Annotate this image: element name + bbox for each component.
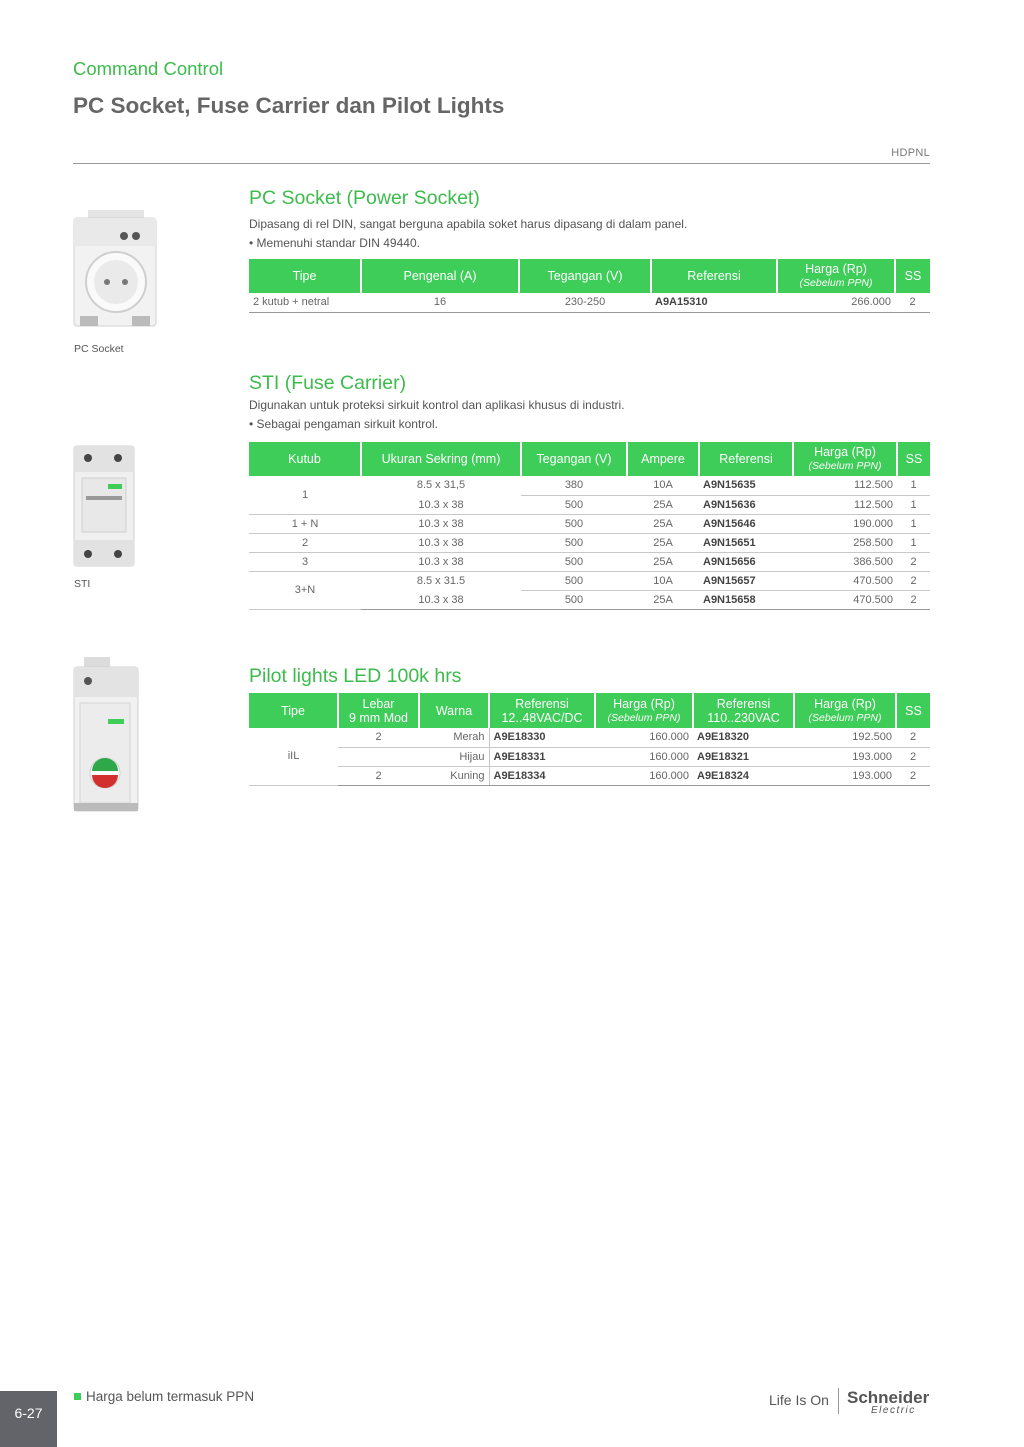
cell-tegangan: 500 bbox=[521, 495, 627, 514]
brand-divider bbox=[838, 1388, 839, 1414]
sti-title: STI (Fuse Carrier) bbox=[249, 372, 407, 394]
cell-ukuran: 8.5 x 31,5 bbox=[361, 476, 521, 495]
cell-ss: 2 bbox=[896, 728, 930, 747]
cell-harga-ac: 193.000 bbox=[794, 766, 896, 785]
col-tegangan: Tegangan (V) bbox=[521, 442, 627, 476]
pilot-table bbox=[249, 693, 930, 786]
cell-referensi: A9N15636 bbox=[699, 495, 793, 514]
col-ukuran: Ukuran Sekring (mm) bbox=[361, 442, 521, 476]
cell-lebar: 2 bbox=[338, 728, 419, 747]
cell-ampere: 10A bbox=[627, 571, 699, 590]
header-divider bbox=[73, 163, 930, 164]
lebar-label: Lebar bbox=[362, 696, 395, 711]
col-kutub: Kutub bbox=[249, 442, 361, 476]
ref-dc-label: Referensi bbox=[515, 696, 569, 711]
table-row bbox=[249, 571, 930, 590]
col-referensi-ac bbox=[693, 693, 794, 728]
cell-harga-dc: 160.000 bbox=[595, 728, 693, 747]
cell-harga: 266.000 bbox=[777, 293, 895, 312]
cell-harga: 386.500 bbox=[793, 552, 897, 571]
cell-referensi: A9N15646 bbox=[699, 514, 793, 533]
cell-ss: 2 bbox=[896, 747, 930, 766]
col-harga-dc bbox=[595, 693, 693, 728]
table-row bbox=[249, 766, 930, 785]
cell-harga-ac: 192.500 bbox=[794, 728, 896, 747]
cell-kutub: 3+N bbox=[249, 571, 361, 609]
cell-ampere: 25A bbox=[627, 590, 699, 609]
cell-kutub: 2 bbox=[249, 533, 361, 552]
schneider-logo-sub: Electric bbox=[871, 1405, 916, 1416]
sti-desc bbox=[249, 396, 625, 434]
cell-referensi-dc: A9E18331 bbox=[489, 747, 595, 766]
cell-harga: 470.500 bbox=[793, 590, 897, 609]
cell-ss: 1 bbox=[897, 533, 930, 552]
pc-socket-image bbox=[70, 210, 160, 332]
cell-ss: 2 bbox=[897, 552, 930, 571]
cell-referensi-ac: A9E18320 bbox=[693, 728, 794, 747]
cell-referensi: A9N15635 bbox=[699, 476, 793, 495]
footer-note bbox=[74, 1389, 254, 1404]
col-ss: SS bbox=[897, 442, 930, 476]
col-tegangan: Tegangan (V) bbox=[519, 259, 651, 293]
table-row bbox=[249, 293, 930, 312]
col-referensi: Referensi bbox=[651, 259, 777, 293]
cell-harga-dc: 160.000 bbox=[595, 766, 693, 785]
pc-socket-title: PC Socket (Power Socket) bbox=[249, 187, 480, 209]
cell-tipe: 2 kutub + netral bbox=[249, 293, 361, 312]
cell-referensi-ac: A9E18324 bbox=[693, 766, 794, 785]
ref-ac-sub: 110..230VAC bbox=[707, 710, 780, 725]
sti-desc-line: Digunakan untuk proteksi sirkuit kontrol dan aplikasi khusus di industri. bbox=[249, 398, 625, 412]
pilot-title: Pilot lights LED 100k hrs bbox=[249, 665, 462, 687]
cell-tegangan: 500 bbox=[521, 590, 627, 609]
cell-referensi: A9N15658 bbox=[699, 590, 793, 609]
page-number-box bbox=[0, 1391, 57, 1447]
pilot-light-image bbox=[70, 655, 144, 815]
col-tipe: Tipe bbox=[249, 259, 361, 293]
cell-warna: Merah bbox=[419, 728, 489, 747]
pc-socket-table bbox=[249, 259, 930, 313]
cell-referensi-dc: A9E18334 bbox=[489, 766, 595, 785]
cell-harga: 112.500 bbox=[793, 495, 897, 514]
harga-dc-sub: (Sebelum PPN) bbox=[607, 711, 681, 724]
cell-harga: 112.500 bbox=[793, 476, 897, 495]
harga-sub: (Sebelum PPN) bbox=[808, 460, 882, 472]
cell-harga-dc: 160.000 bbox=[595, 747, 693, 766]
table-row bbox=[249, 533, 930, 552]
section-kicker: Command Control bbox=[73, 58, 224, 79]
pc-socket-desc bbox=[249, 215, 687, 253]
cell-referensi: A9A15310 bbox=[651, 293, 777, 312]
cell-ukuran: 10.3 x 38 bbox=[361, 495, 521, 514]
cell-lebar bbox=[338, 747, 419, 766]
sti-image bbox=[70, 444, 142, 570]
pc-socket-desc-line: Dipasang di rel DIN, sangat berguna apabila soket harus dipasang di dalam panel. bbox=[249, 217, 688, 231]
col-referensi: Referensi bbox=[699, 442, 793, 476]
cell-harga-ac: 193.000 bbox=[794, 747, 896, 766]
cell-ampere: 25A bbox=[627, 552, 699, 571]
col-harga-ac bbox=[794, 693, 896, 728]
footer-note-text: Harga belum termasuk PPN bbox=[86, 1389, 255, 1404]
cell-tegangan: 230-250 bbox=[519, 293, 651, 312]
ref-dc-sub: 12..48VAC/DC bbox=[501, 710, 583, 725]
col-referensi-dc bbox=[489, 693, 595, 728]
harga-label: Harga (Rp) bbox=[805, 262, 867, 276]
cell-ampere: 10A bbox=[627, 476, 699, 495]
life-is-on-slogan: Life Is On bbox=[769, 1392, 829, 1408]
col-pengenal: Pengenal (A) bbox=[361, 259, 519, 293]
cell-kutub: 1 + N bbox=[249, 514, 361, 533]
col-harga bbox=[793, 442, 897, 476]
cell-ukuran: 10.3 x 38 bbox=[361, 514, 521, 533]
catalog-code: HDPNL bbox=[891, 147, 930, 159]
sti-caption: STI bbox=[74, 578, 91, 590]
pc-socket-caption: PC Socket bbox=[74, 343, 124, 355]
cell-ampere: 25A bbox=[627, 533, 699, 552]
sti-table bbox=[249, 442, 930, 610]
cell-kutub: 3 bbox=[249, 552, 361, 571]
cell-ukuran: 10.3 x 38 bbox=[361, 590, 521, 609]
cell-referensi-ac: A9E18321 bbox=[693, 747, 794, 766]
cell-warna: Hijau bbox=[419, 747, 489, 766]
cell-tegangan: 500 bbox=[521, 514, 627, 533]
cell-lebar: 2 bbox=[338, 766, 419, 785]
cell-harga: 470.500 bbox=[793, 571, 897, 590]
cell-ss: 2 bbox=[896, 766, 930, 785]
cell-ss: 2 bbox=[897, 590, 930, 609]
cell-ukuran: 8.5 x 31.5 bbox=[361, 571, 521, 590]
cell-ukuran: 10.3 x 38 bbox=[361, 533, 521, 552]
page-title: PC Socket, Fuse Carrier dan Pilot Lights bbox=[73, 93, 505, 118]
cell-referensi-dc: A9E18330 bbox=[489, 728, 595, 747]
cell-ss: 1 bbox=[897, 495, 930, 514]
table-row bbox=[249, 747, 930, 766]
cell-tegangan: 380 bbox=[521, 476, 627, 495]
cell-ampere: 25A bbox=[627, 495, 699, 514]
cell-tipe: iIL bbox=[249, 728, 338, 785]
cell-ukuran: 10.3 x 38 bbox=[361, 552, 521, 571]
cell-referensi: A9N15656 bbox=[699, 552, 793, 571]
harga-ac-label: Harga (Rp) bbox=[814, 696, 876, 711]
table-row bbox=[249, 476, 930, 495]
col-warna: Warna bbox=[419, 693, 489, 728]
col-ss: SS bbox=[895, 259, 930, 293]
col-ampere: Ampere bbox=[627, 442, 699, 476]
lebar-sub: 9 mm Mod bbox=[348, 710, 409, 725]
cell-referensi: A9N15657 bbox=[699, 571, 793, 590]
harga-label: Harga (Rp) bbox=[814, 445, 876, 459]
cell-warna: Kuning bbox=[419, 766, 489, 785]
cell-ss: 2 bbox=[897, 571, 930, 590]
page-number: 6-27 bbox=[14, 1405, 43, 1421]
cell-kutub: 1 bbox=[249, 476, 361, 514]
harga-sub: (Sebelum PPN) bbox=[799, 277, 873, 289]
cell-harga: 258.500 bbox=[793, 533, 897, 552]
cell-tegangan: 500 bbox=[521, 571, 627, 590]
cell-tegangan: 500 bbox=[521, 552, 627, 571]
ref-ac-label: Referensi bbox=[716, 696, 771, 711]
cell-tegangan: 500 bbox=[521, 533, 627, 552]
cell-pengenal: 16 bbox=[361, 293, 519, 312]
col-tipe: Tipe bbox=[249, 693, 338, 728]
cell-ampere: 25A bbox=[627, 514, 699, 533]
cell-harga: 190.000 bbox=[793, 514, 897, 533]
sti-desc-bullet: • Sebagai pengaman sirkuit kontrol. bbox=[249, 417, 438, 431]
table-row bbox=[249, 728, 930, 747]
table-row bbox=[249, 552, 930, 571]
col-harga bbox=[777, 259, 895, 293]
schneider-logo: Schneider bbox=[847, 1388, 930, 1407]
cell-ss: 1 bbox=[897, 514, 930, 533]
col-lebar bbox=[338, 693, 419, 728]
harga-dc-label: Harga (Rp) bbox=[613, 696, 675, 711]
pc-socket-desc-bullet: • Memenuhi standar DIN 49440. bbox=[249, 236, 420, 250]
green-square-icon bbox=[74, 1393, 81, 1400]
table-row bbox=[249, 514, 930, 533]
cell-ss: 1 bbox=[897, 476, 930, 495]
harga-ac-sub: (Sebelum PPN) bbox=[808, 711, 882, 724]
cell-referensi: A9N15651 bbox=[699, 533, 793, 552]
col-ss: SS bbox=[896, 693, 930, 728]
cell-ss: 2 bbox=[895, 293, 930, 312]
